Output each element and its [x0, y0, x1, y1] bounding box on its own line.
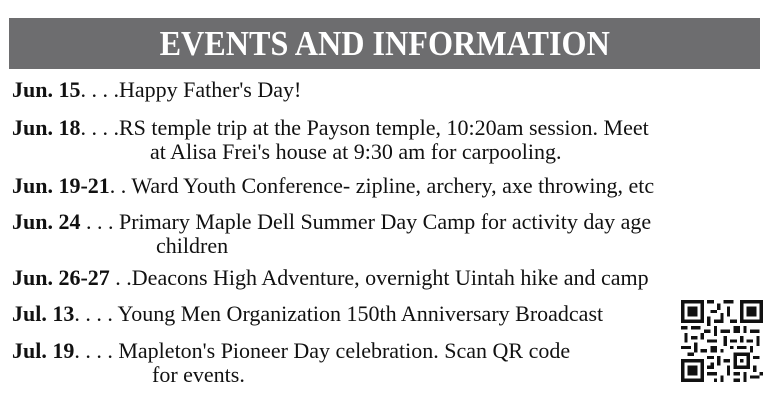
event-item [12, 302, 762, 326]
event-text: Primary Maple Dell Summer Day Camp for activity day age [118, 209, 652, 234]
qr-code-icon[interactable] [681, 300, 763, 382]
event-text: Ward Youth Conference- zipline, archery, axe throwing, etc [131, 173, 655, 198]
event-date: Jul. 13 [12, 301, 75, 326]
event-text: Mapleton's Pioneer Day celebration. Scan QR code [118, 338, 571, 363]
event-date: Jun. 24 [12, 209, 81, 234]
event-date: Jun. 26-27 [12, 265, 110, 290]
event-date: Jun. 19-21 [12, 173, 110, 198]
event-item [12, 78, 762, 102]
events-header-title: EVENTS AND INFORMATION [159, 23, 610, 63]
event-item [12, 174, 762, 198]
event-text-continued: children [156, 233, 229, 258]
event-text-continued: for events. [152, 362, 245, 387]
event-item [12, 210, 762, 258]
event-date: Jun. 18 [12, 115, 81, 140]
event-leader: . . [115, 265, 132, 290]
event-date: Jun. 15 [12, 77, 81, 102]
event-leader: . . [109, 173, 127, 198]
event-item [12, 339, 762, 387]
events-header-banner [9, 18, 760, 69]
event-text: Deacons High Adventure, overnight Uintah hike and camp [131, 265, 649, 290]
event-text: Happy Father's Day! [118, 77, 302, 102]
event-item [12, 116, 762, 164]
event-item [12, 266, 762, 290]
event-text-continued: at Alisa Frei's house at 9:30 am for carpooling. [150, 139, 562, 164]
event-leader: . . . . [74, 301, 113, 326]
event-leader: . . . . [80, 115, 119, 140]
event-leader: . . . . [80, 77, 119, 102]
event-date: Jul. 19 [12, 338, 75, 363]
event-leader: . . . [80, 209, 114, 234]
event-text: Young Men Organization 150th Anniversary Broadcast [117, 301, 604, 326]
event-text: RS temple trip at the Payson temple, 10:20am session. Meet [118, 115, 649, 140]
event-leader: . . . . [74, 338, 113, 363]
